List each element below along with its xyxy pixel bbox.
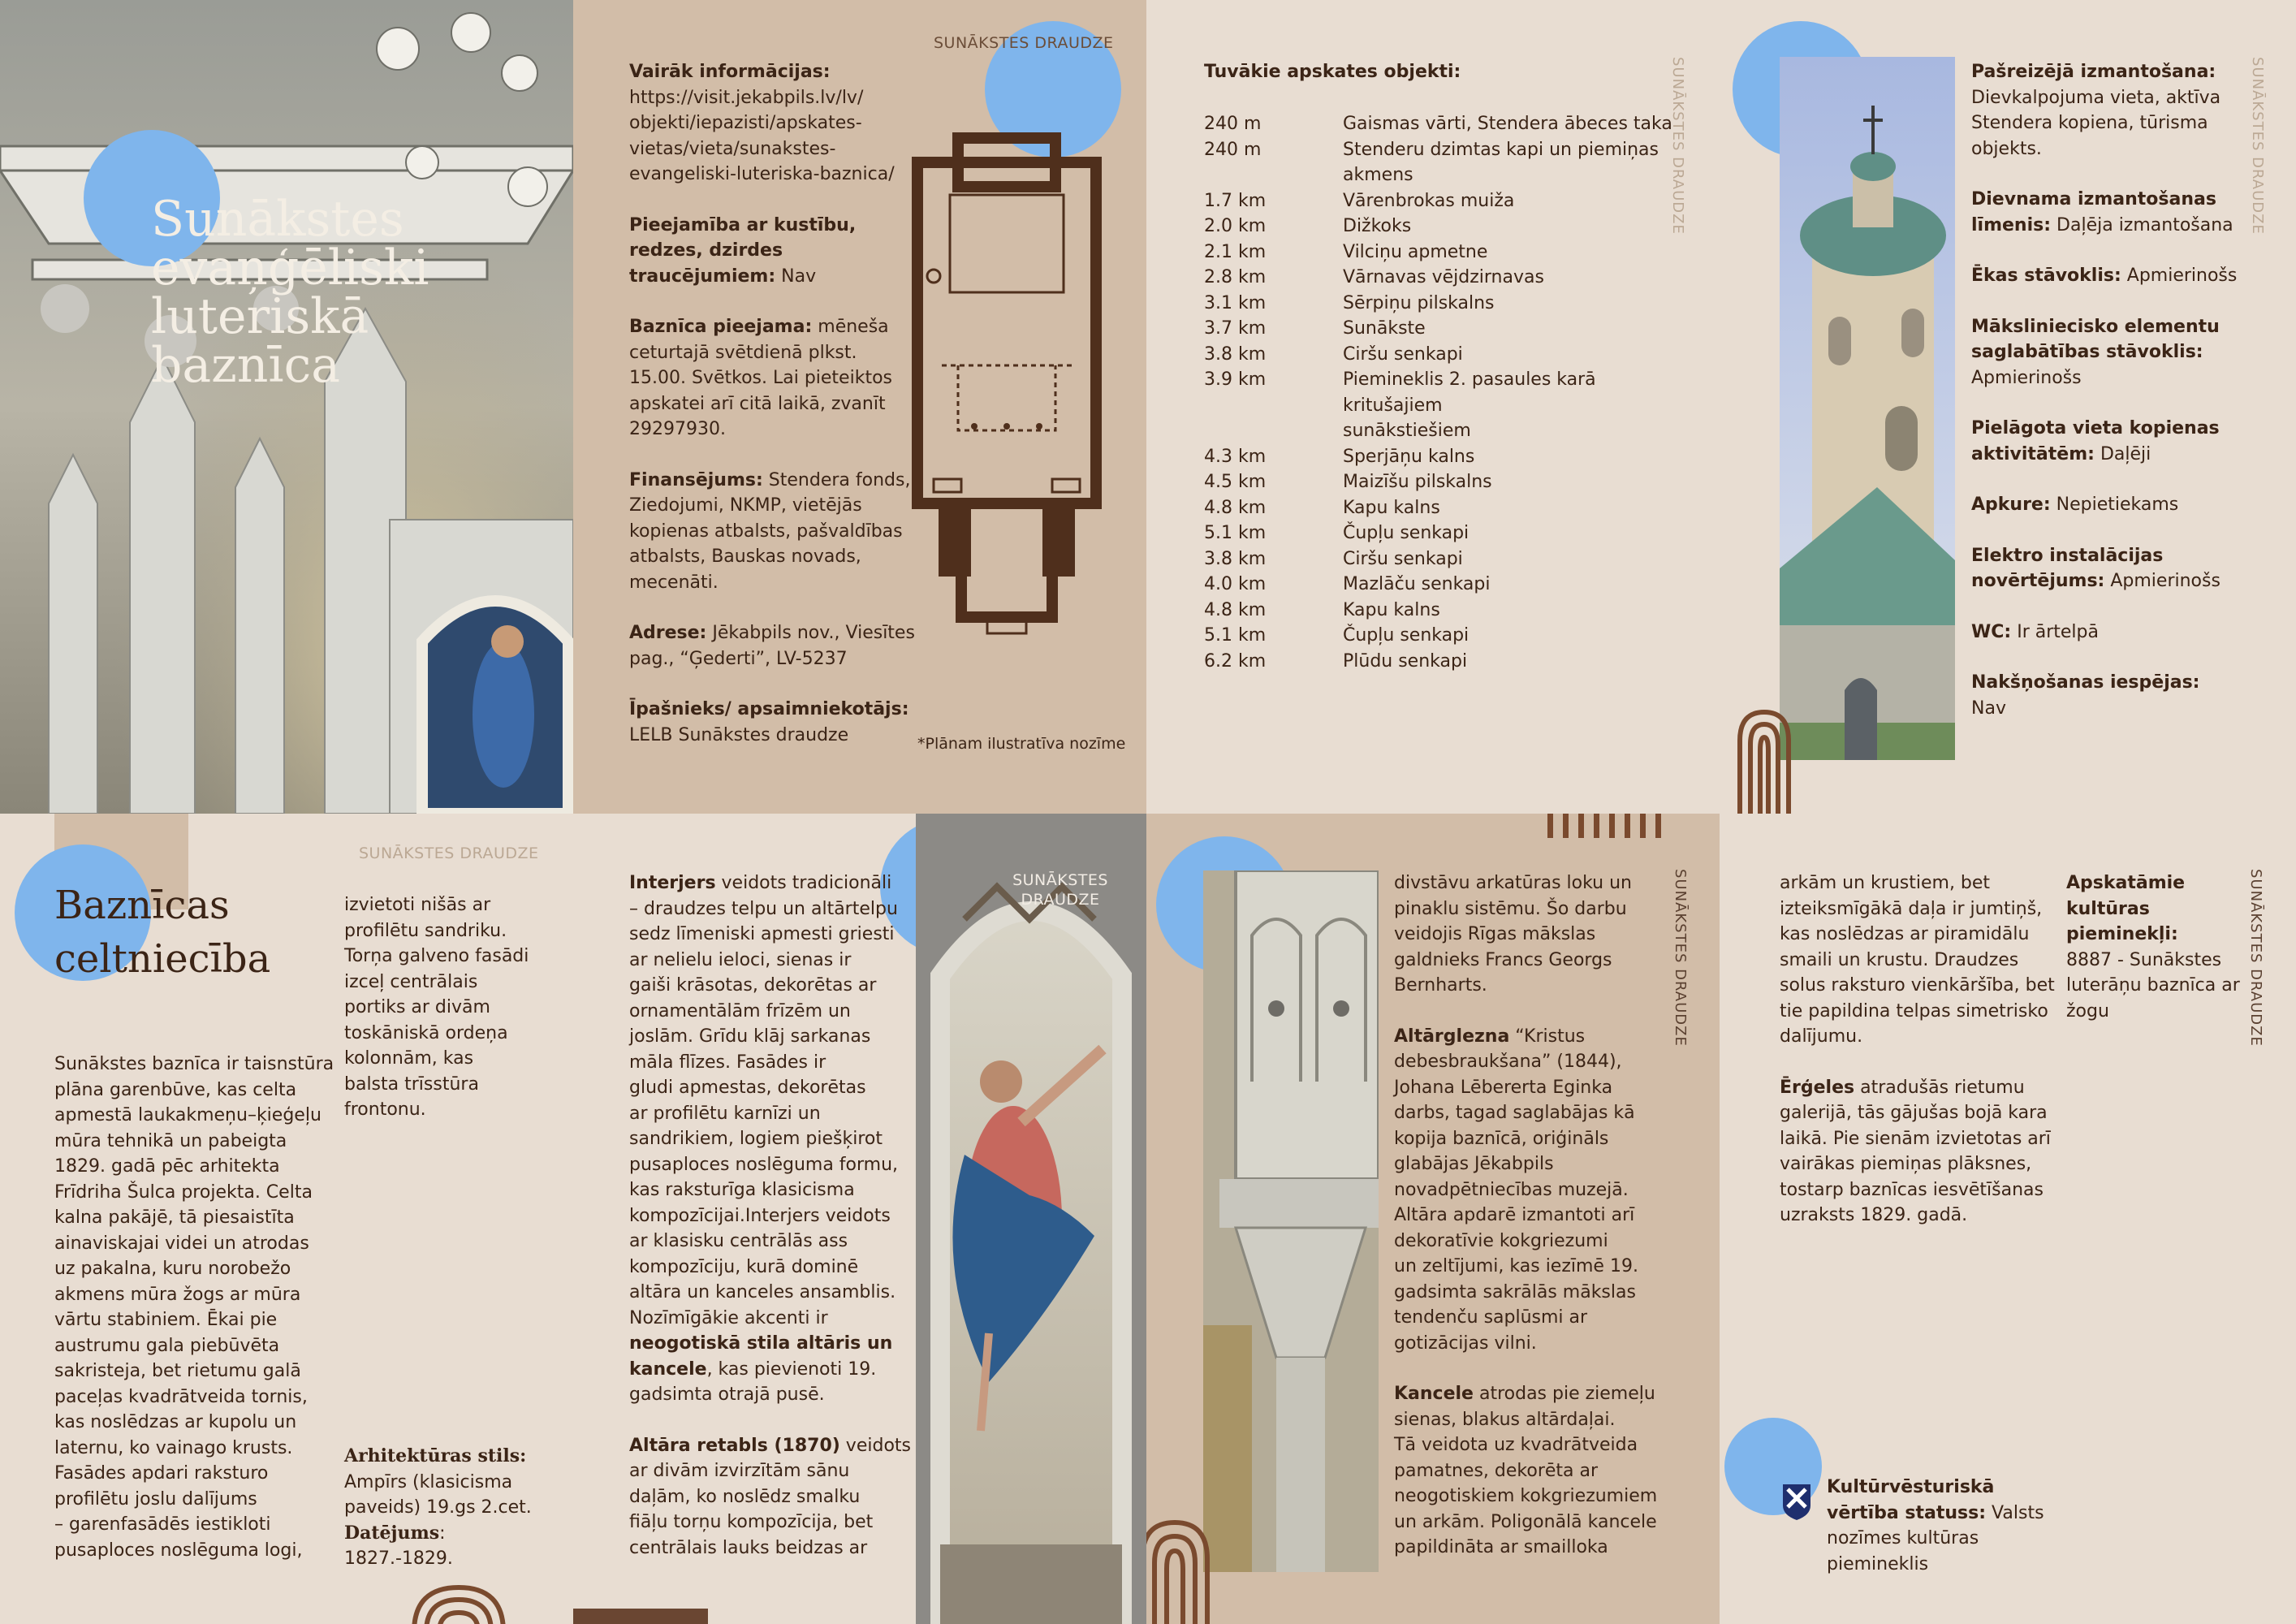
url-line[interactable]: objekti/iepazisti/apskates-: [629, 113, 862, 133]
text-line: pusaploces noslēguma formu,: [629, 1154, 899, 1175]
nearby-row: [1204, 214, 1675, 240]
date-label: Datējums:: [344, 1522, 446, 1544]
text-line: izceļ centrālais: [344, 971, 478, 992]
watermark-vertical: SUNĀKSTES DRAUDZE: [1672, 869, 1689, 1047]
owner-label: Īpašnieks/ apsaimniekotājs:: [629, 699, 909, 719]
nearby-row: [1204, 546, 1675, 572]
nearby-row: [1204, 291, 1675, 317]
finance-line: atbalsts, Bauskas novads,: [629, 546, 861, 567]
text-line: ar profilētu karnīzi un: [629, 1103, 821, 1124]
plan-note: *Plānam ilustratīva nozīme: [917, 735, 1126, 753]
floor-plan: [909, 122, 1104, 641]
text-line: tostarp baznīcas iesvētīšanas: [1780, 1179, 2044, 1200]
nearby-distance: 4.8 km: [1204, 497, 1267, 518]
text-line: balsta trīsstūra: [344, 1073, 479, 1095]
text-line: paceļas kvadrātveida tornis,: [54, 1386, 308, 1407]
nearby-row: [1204, 137, 1675, 163]
text-line: arkām un krustiem, bet: [1780, 873, 1991, 893]
status-panel: [1720, 0, 2296, 814]
status-value: objekts.: [1971, 138, 2042, 159]
nearby-name: Dižkoks: [1343, 216, 1412, 236]
text-line: debesbraukšana” (1844),: [1394, 1052, 1622, 1072]
text-line: ar nelielu ieloci, sienas ir: [629, 949, 852, 970]
church-tower-photo: [1780, 57, 1955, 760]
nearby-name: Ciršu senkapi: [1343, 548, 1463, 569]
text-line: toskāniskā ordeņa: [344, 1022, 508, 1043]
nearby-row: [1204, 649, 1675, 675]
status-list: [1971, 59, 2239, 746]
nearby-name: Vārenbrokas muiža: [1343, 190, 1515, 211]
arch-ornament: [1736, 708, 1793, 814]
address-line: pag., “Ģederti”, LV-5237: [629, 648, 848, 669]
text-line: neogotiskā stila altāris un: [629, 1333, 893, 1354]
text-line: gaiši krāsotas, dekorētas ar: [629, 975, 877, 996]
nearby-row: [1204, 469, 1675, 495]
arch-ornament: [410, 1583, 507, 1624]
text-line: ar klasisku centrālās ass: [629, 1231, 848, 1251]
heritage-block: [1827, 1475, 2087, 1577]
nearby-name: Mazlāču senkapi: [1343, 574, 1491, 594]
text-line: Frīdriha Šulca projekta. Celta: [54, 1181, 313, 1203]
text-line: austrumu gala piebūvēta: [54, 1335, 280, 1356]
text-line: pinaklu sistēmu. Šo darbu: [1394, 898, 1627, 919]
nearby-name: Sunākste: [1343, 318, 1426, 339]
cover-title-line: baznīca: [151, 337, 340, 394]
heritage-shield-icon: [1781, 1483, 1812, 1522]
text-line: kancele, kas pievienoti 19.: [629, 1358, 877, 1380]
heritage-label: vērtība statuss: Valsts: [1827, 1502, 2044, 1523]
nearby-distance: 3.9 km: [1204, 369, 1267, 390]
construction-col2: [344, 892, 539, 1123]
text-line: profilētu sandriku.: [344, 920, 507, 941]
nearby-row: [1204, 111, 1675, 137]
url-line[interactable]: https://visit.jekabpils.lv/lv/: [629, 87, 864, 108]
text-line: vārtu stabiniem. Ēkai pie: [54, 1310, 278, 1330]
open-line: Baznīca pieejama: mēneša: [629, 317, 889, 337]
text-line: kolonnām, kas: [344, 1048, 474, 1069]
heritage-line: piemineklis: [1827, 1553, 1929, 1574]
nearby-name: Čupļu senkapi: [1343, 523, 1470, 543]
text-line: kopija baznīcā, oriģināls: [1394, 1128, 1609, 1149]
nearby-name: Sperjāņu kalns: [1343, 446, 1475, 467]
text-line: Altārglezna “Kristus: [1394, 1026, 1586, 1047]
text-line: kompozīciju, kurā dominē: [629, 1256, 859, 1277]
info-panel: [573, 0, 1146, 814]
nearby-distance: [1204, 162, 1343, 188]
date-value: 1827.-1829.: [344, 1548, 453, 1569]
text-line: laternu, ko vainago krusts.: [54, 1437, 293, 1458]
text-line: Torņa galveno fasādi: [344, 946, 529, 966]
open-line: 29297930.: [629, 419, 726, 439]
nearby-row: [1204, 623, 1675, 649]
text-line: solus raksturo vienkāršība, bet: [1780, 975, 2055, 996]
altar-painting-photo: [916, 814, 1146, 1624]
status-label: Ēkas stāvoklis: Apmierinošs: [1971, 266, 2238, 286]
nearby-name: sunākstiešiem: [1343, 421, 1471, 441]
text-line: tendenču saplūsmi ar: [1394, 1307, 1588, 1328]
text-line: kas noslēdzas ar piramidālu: [1780, 924, 2030, 944]
text-line: uzraksts 1829. gadā.: [1780, 1205, 1968, 1225]
arch-ornament: [1146, 1518, 1211, 1624]
nearby-row: [1204, 418, 1675, 444]
monuments-label: kultūras: [2066, 898, 2150, 919]
access-line: traucējumiem: Nav: [629, 266, 817, 287]
text-line: portiks ar divām: [344, 997, 490, 1017]
section-title-line: celtniecība: [54, 936, 271, 982]
watermark-vertical: SUNĀKSTES DRAUDZE: [2249, 57, 2266, 235]
text-line: plāna garenbūve, kas celta: [54, 1079, 297, 1100]
nearby-name: Vārnavas vējdzirnavas: [1343, 267, 1544, 287]
text-line: Johana Lēbererta Eginka: [1394, 1077, 1613, 1098]
cover-title-line: Sunākstes: [151, 191, 404, 248]
status-label: Pielāgota vieta kopienas: [1971, 418, 2220, 438]
text-line: joslām. Grīdu klāj sarkanas: [629, 1026, 871, 1047]
cover-title: [151, 191, 429, 394]
status-label: Apkure: Nepietiekams: [1971, 495, 2179, 515]
text-line: apmestā laukakmeņu–ķieģeļu: [54, 1105, 322, 1125]
text-line: gadsimta otrajā pusē.: [629, 1384, 825, 1405]
text-line: vairākas piemiņas plāksnes,: [1780, 1154, 2032, 1174]
nearby-distance: 2.1 km: [1204, 241, 1267, 262]
nearby-row: [1204, 342, 1675, 368]
text-line: sienas, blakus altārdaļai.: [1394, 1409, 1616, 1430]
organ-panel: [1720, 814, 2296, 1624]
nearby-distance: 1.7 km: [1204, 190, 1267, 211]
text-line: altāra un kanceles ansamblis.: [629, 1282, 896, 1302]
text-line: un zeltījumi, kas iezīmē 19.: [1394, 1256, 1638, 1276]
status-label: aktivitātēm: Daļēji: [1971, 443, 2151, 464]
nearby-distance: 4.5 km: [1204, 472, 1267, 492]
watermark-label: SUNĀKSTES DRAUDZE: [359, 844, 539, 862]
text-line: akmens mūra žogs ar mūra: [54, 1284, 301, 1305]
heritage-label: Kultūrvēsturiskā: [1827, 1477, 1995, 1497]
nearby-distance: 4.3 km: [1204, 446, 1267, 467]
text-line: laikā. Pie sienām izvietotas arī: [1780, 1128, 2051, 1149]
nearby-list: [1204, 111, 1675, 674]
section-title-line: Baznīcas: [54, 883, 230, 928]
style-line: Ampīrs (klasicisma: [344, 1471, 513, 1492]
text-line: daļām, ko noslēdz smalku: [629, 1486, 861, 1507]
text-line: Fasādes apdari raksturo: [54, 1463, 269, 1484]
text-line: veidojis Rīgas mākslas: [1394, 924, 1596, 944]
text-line: glabājas Jēkabpils: [1394, 1154, 1554, 1174]
text-line: papildināta ar smailloka: [1394, 1537, 1608, 1557]
nearby-distance: 3.8 km: [1204, 343, 1267, 365]
nearby-name: Stenderu dzimtas kapi un piemiņas: [1343, 139, 1659, 160]
nearby-distance: 5.1 km: [1204, 523, 1267, 543]
text-line: Altāra apdarē izmantoti arī: [1394, 1205, 1635, 1225]
address-line: Adrese: Jēkabpils nov., Viesītes: [629, 623, 915, 643]
interior-panel: [573, 814, 1146, 1624]
monuments-line: 8887 - Sunākstes: [2066, 949, 2222, 970]
text-line: sakristeja, bet rietumu galā: [54, 1361, 301, 1381]
text-line: ainaviskajai videi un atrodas: [54, 1233, 309, 1254]
text-line: tie papildina telpas simetrisko: [1780, 1000, 2048, 1021]
nearby-row: [1204, 367, 1675, 418]
nearby-row: [1204, 265, 1675, 291]
text-line: izvietoti nišās ar: [344, 895, 491, 915]
text-line: mūra tehnikā un pabeigta: [54, 1130, 287, 1151]
text-line: novadpētniecības muzejā.: [1394, 1179, 1629, 1200]
style-block: [344, 1444, 555, 1572]
nearby-distance: 5.1 km: [1204, 625, 1267, 646]
nearby-distance: 2.0 km: [1204, 216, 1267, 236]
nearby-distance: 2.8 km: [1204, 267, 1267, 287]
nearby-name: Vilciņu apmetne: [1343, 241, 1488, 262]
cover-panel: [0, 0, 573, 814]
status-label: saglabātības stāvoklis:: [1971, 342, 2203, 362]
status-label: WC: Ir ārtelpā: [1971, 621, 2099, 642]
nearby-row: [1204, 162, 1675, 188]
monuments-line: žogu: [2066, 1000, 2109, 1021]
nearby-row: [1204, 520, 1675, 546]
construction-col1: [54, 1052, 339, 1563]
text-line: neogotiskiem kokgriezumiem: [1394, 1486, 1658, 1506]
nearby-name: Plūdu senkapi: [1343, 650, 1468, 672]
access-label: Pieejamība ar kustību,: [629, 214, 857, 235]
nearby-distance: 240 m: [1204, 114, 1262, 134]
text-line: profilētu joslu dalījums: [54, 1488, 257, 1510]
nearby-name: Gaismas vārti, Stendera ābeces taka: [1343, 114, 1672, 134]
monuments-label: Apskatāmie: [2066, 873, 2186, 893]
nearby-distance: 3.7 km: [1204, 318, 1267, 339]
nearby-row: [1204, 188, 1675, 214]
nearby-row: [1204, 444, 1675, 470]
text-line: Interjers veidots tradicionāli: [629, 873, 892, 893]
altar-text: [1394, 870, 1670, 1561]
text-line: divstāvu arkatūras loku un: [1394, 873, 1632, 893]
status-label: Dievnama izmantošanas: [1971, 189, 2216, 209]
nearby-distance: [1204, 418, 1343, 444]
nearby-distance: 6.2 km: [1204, 650, 1267, 672]
owner-value: LELB Sunākstes draudze: [629, 724, 849, 745]
nearby-distance: 4.0 km: [1204, 574, 1267, 594]
status-label: Mākslinieciskо elementu: [1971, 316, 2220, 337]
nearby-heading: Tuvākie apskates objekti:: [1204, 62, 1461, 82]
more-info-label: Vairāk informācijas:: [629, 62, 831, 82]
organ-text: [1780, 870, 2064, 1229]
nearby-name: akmens: [1343, 165, 1413, 185]
finance-line: Finansējums: Stendera fonds,: [629, 469, 911, 490]
open-line: 15.00. Svētkos. Lai pieteiktos: [629, 368, 892, 388]
text-line: dalījumu.: [1780, 1026, 1863, 1047]
text-line: Altāra retabls (1870) veidots: [629, 1435, 911, 1456]
url-line[interactable]: evangeliski-luteriska-baznica/: [629, 164, 895, 184]
text-line: centrālais lauks beidzas ar: [629, 1537, 868, 1558]
text-line: Nozīmīgākie akcenti ir: [629, 1307, 828, 1328]
text-line: dekoratīvie kokgriezumi: [1394, 1230, 1608, 1251]
text-line: kompozīcijai.Interjers veidots: [629, 1205, 891, 1226]
info-text: [629, 59, 930, 748]
nearby-distance: 3.8 km: [1204, 548, 1267, 569]
text-line: pamatnes, dekorēta ar: [1394, 1460, 1599, 1481]
text-line: Kancele atrodas pie ziemeļu: [1394, 1384, 1655, 1404]
text-line: Bernharts.: [1394, 975, 1487, 996]
text-line: izteiksmīgākā daļa ir jumtiņš,: [1780, 898, 2043, 919]
nearby-name: Kapu kalns: [1343, 599, 1440, 620]
style-label: Arhitektūras stils:: [344, 1445, 527, 1466]
nearby-row: [1204, 240, 1675, 266]
altar-panel: [1146, 814, 1720, 1624]
brown-bar: [573, 1609, 708, 1624]
text-line: Tā veidota uz kvadrātveida: [1394, 1435, 1638, 1455]
status-label: līmenis: Daļēja izmantošana: [1971, 214, 2233, 235]
text-line: – garenfasādēs iestikloti: [54, 1514, 271, 1535]
open-line: ceturtajā svētdienā plkst.: [629, 342, 857, 363]
nearby-name: Kapu kalns: [1343, 497, 1440, 518]
monuments-line: luterāņu baznīca ar: [2066, 975, 2240, 996]
nearby-row: [1204, 598, 1675, 624]
status-label: Elektro instalācijas: [1971, 545, 2164, 566]
monuments-label: pieminekļi:: [2066, 924, 2178, 944]
section-title: [54, 879, 270, 986]
nearby-distance: 3.1 km: [1204, 292, 1267, 313]
text-line: ornamentālām frīzēm un: [629, 1000, 851, 1021]
watermark-label: SUNĀKSTES DRAUDZE: [1012, 871, 1108, 909]
nearby-name: Sērpiņu pilskalns: [1343, 292, 1495, 313]
url-line[interactable]: vietas/vieta/sunakstes-: [629, 138, 836, 159]
text-line: – draudzes telpu un altārtelpu: [629, 898, 898, 919]
text-line: Ērģeles atradušās rietumu: [1780, 1077, 2025, 1098]
text-line: fiāļu torņu kompozīcija, bet: [629, 1512, 874, 1532]
status-label: Nakšņošanas iespējas: Nav: [1971, 672, 2200, 719]
status-label: Pašreizējā izmantošana:: [1971, 62, 2216, 82]
nearby-name: Maizīšu pilskalns: [1343, 472, 1492, 492]
text-line: pusaploces noslēguma logi,: [54, 1540, 303, 1561]
nearby-name: Ciršu senkapi: [1343, 343, 1463, 365]
status-label: novērtējums: Apmierinošs: [1971, 571, 2220, 591]
text-line: Sunākstes baznīca ir taisnstūra: [54, 1054, 334, 1074]
status-value: Stendera kopiena, tūrisma: [1971, 113, 2208, 133]
open-line: apskatei arī citā laikā, zvanīt: [629, 393, 886, 414]
text-line: gadsimta sakrālās mākslas: [1394, 1281, 1636, 1302]
finance-line: kopienas atbalsts, pašvaldības: [629, 520, 903, 542]
construction-panel: [0, 814, 573, 1624]
interior-text: [629, 870, 921, 1561]
nearby-name: Čupļu senkapi: [1343, 625, 1470, 646]
pulpit-photo: [1203, 870, 1379, 1572]
heritage-line: nozīmes kultūras: [1827, 1528, 1979, 1548]
nearby-row: [1204, 316, 1675, 342]
text-line: gotizācijas vilni.: [1394, 1332, 1537, 1354]
text-line: 1829. gadā pēc arhitekta: [54, 1156, 280, 1177]
text-line: māla flīzes. Fasādes ir: [629, 1052, 826, 1073]
watermark-vertical: SUNĀKSTES DRAUDZE: [1669, 57, 1686, 235]
text-line: sedz līmeniski apmesti griesti: [629, 924, 895, 944]
text-line: sandrikiem, logiem piešķirot: [629, 1129, 883, 1149]
watermark-vertical: SUNĀKSTES DRAUDZE: [2247, 869, 2264, 1047]
text-line: uz pakalna, kuru norobežo: [54, 1259, 291, 1279]
text-line: kalna pakājē, tā piesaistīta: [54, 1207, 295, 1228]
text-line: frontonu.: [344, 1099, 426, 1120]
text-line: galdnieks Francs Georgs: [1394, 949, 1612, 970]
nearby-row: [1204, 572, 1675, 598]
cover-title-line: luteriskā: [151, 288, 369, 345]
finance-line: mecenāti.: [629, 572, 719, 593]
monuments-block: [2066, 870, 2261, 1024]
fence-ornament: [1547, 814, 1661, 838]
text-line: ar divām izvirzītām sānu: [629, 1461, 850, 1481]
text-line: gludi apmestas, dekorētas: [629, 1078, 866, 1098]
nearby-row: [1204, 495, 1675, 521]
status-value: Apmierinošs: [1971, 367, 2082, 388]
watermark-label: SUNĀKSTES DRAUDZE: [934, 34, 1114, 52]
cover-photo: [0, 0, 573, 814]
text-line: un arkām. Poligonālā kancele: [1394, 1511, 1657, 1532]
text-line: kas noslēdzas ar kupolu un: [54, 1412, 297, 1432]
nearby-name: Piemineklis 2. pasaules karā kritušajiem: [1343, 369, 1596, 416]
cover-title-line: evaņģēliski: [151, 240, 429, 296]
style-line: paveids) 19.gs 2.cet.: [344, 1497, 532, 1518]
text-line: kas raksturīga klasicisma: [629, 1180, 855, 1200]
nearby-distance: 240 m: [1204, 139, 1262, 160]
text-line: smaili un krustu. Draudzes: [1780, 949, 2019, 970]
nearby-panel: [1146, 0, 1720, 814]
nearby-distance: 4.8 km: [1204, 599, 1267, 620]
text-line: galerijā, tās gājušas bojā kara: [1780, 1103, 2048, 1123]
finance-line: Ziedojumi, NKMP, vietējās: [629, 495, 862, 516]
text-line: darbs, tagad saglabājas kā: [1394, 1103, 1635, 1123]
access-label: redzes, dzirdes: [629, 240, 783, 261]
status-value: Dievkalpojuma vieta, aktīva: [1971, 87, 2221, 108]
